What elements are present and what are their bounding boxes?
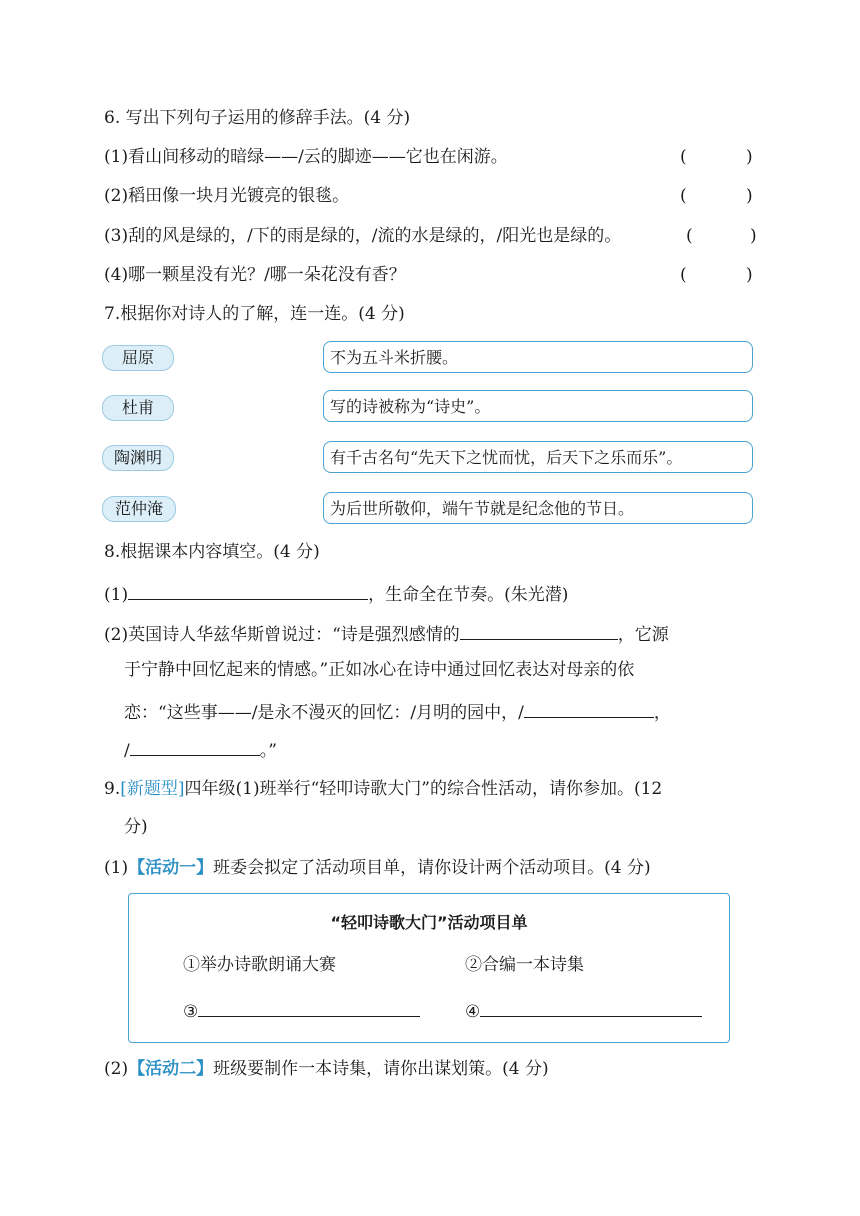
q6-paren-open-1: ( — [680, 147, 687, 167]
q8-item-2-line-4-prefix: / — [124, 741, 130, 761]
q8-blank-1[interactable] — [128, 581, 368, 600]
new-question-type-tag: [新题型] — [120, 779, 185, 799]
q8-blank-4[interactable] — [130, 737, 260, 756]
poet-du-fu[interactable]: 杜甫 — [102, 395, 174, 421]
panel-item-2: ②合编一本诗集 — [465, 955, 584, 975]
panel-item-4 — [465, 998, 702, 1023]
q6-title: 6. 写出下列句子运用的修辞手法。(4 分) — [104, 108, 411, 128]
poet-description-4[interactable]: 为后世所敬仰，端午节就是纪念他的节日。 — [323, 492, 753, 524]
q8-item-2-line-3-text: 恋：“这些事——/是永不漫灭的回忆：/月明的园中，/ — [124, 703, 524, 723]
poet-tao-yuanming[interactable]: 陶渊明 — [102, 445, 174, 471]
panel-item-3-label: ③ — [183, 1002, 199, 1022]
poet-description-2[interactable]: 写的诗被称为“诗史”。 — [323, 390, 753, 422]
q7-title: 7.根据你对诗人的了解，连一连。(4 分) — [104, 304, 405, 324]
q6-paren-open-4: ( — [680, 265, 687, 285]
q9-activity-1-text: 班委会拟定了活动项目单，请你设计两个活动项目。(4 分) — [213, 858, 651, 878]
panel-title: “轻叩诗歌大门”活动项目单 — [330, 913, 528, 932]
q6-paren-close-3: ) — [750, 226, 757, 246]
q8-item-2-line-2: 于宁静中回忆起来的情感。”正如冰心在诗中通过回忆表达对母亲的依 — [124, 660, 635, 680]
q9-activity-1-prefix: (1) — [104, 858, 129, 878]
q9-line-2: 分) — [124, 817, 148, 837]
panel-item-3 — [183, 998, 420, 1023]
q9-activity-2-prefix: (2) — [104, 1059, 129, 1079]
panel-blank-3[interactable] — [198, 998, 420, 1017]
activity-2-tag: 【活动二】 — [128, 1059, 214, 1079]
q8-item-1-suffix: ，生命全在节奏。(朱光潜) — [368, 585, 569, 605]
q8-item-2-line-4 — [124, 737, 277, 762]
q8-item-1-prefix: (1) — [104, 585, 129, 605]
poet-qu-yuan[interactable]: 屈原 — [102, 345, 174, 371]
q9-text: 四年级(1)班举行“轻叩诗歌大门”的综合性活动，请你参加。(12 — [184, 779, 663, 799]
q8-item-2-line-4-suffix: 。” — [259, 741, 277, 761]
q9-number: 9. — [104, 779, 121, 799]
panel-item-1: ①举办诗歌朗诵大赛 — [183, 955, 336, 975]
poet-fan-zhongyan[interactable]: 范仲淹 — [102, 496, 176, 522]
q8-blank-3[interactable] — [524, 699, 654, 718]
q6-paren-close-2: ) — [746, 186, 753, 206]
q6-item-4: (4)哪一颗星没有光？/哪一朵花没有香？ — [104, 265, 406, 285]
q6-paren-close-1: ) — [746, 147, 753, 167]
q6-item-1: (1)看山间移动的暗绿——/云的脚迹——它也在闲游。 — [104, 147, 508, 167]
q6-item-3: (3)刮的风是绿的，/下的雨是绿的，/流的水是绿的，/阳光也是绿的。 — [104, 226, 622, 246]
poet-description-3[interactable]: 有千古名句“先天下之忧而忧，后天下之乐而乐”。 — [323, 441, 753, 473]
q9-activity-2 — [104, 1058, 549, 1080]
activity-project-list-panel — [128, 893, 730, 1043]
q8-title: 8.根据课本内容填空。(4 分) — [104, 542, 320, 562]
poet-description-1[interactable]: 不为五斗米折腰。 — [323, 341, 753, 373]
q6-paren-open-2: ( — [680, 186, 687, 206]
q8-item-2-line-3 — [104, 699, 671, 724]
q8-item-1 — [104, 581, 568, 606]
q6-paren-close-4: ) — [746, 265, 753, 285]
q6-paren-open-3: ( — [686, 226, 693, 246]
q8-item-2-prefix: (2)英国诗人华兹华斯曾说过：“诗是强烈感情的 — [104, 625, 460, 645]
q9-activity-2-text: 班级要制作一本诗集，请你出谋划策。(4 分) — [213, 1059, 549, 1079]
panel-blank-4[interactable] — [480, 998, 702, 1017]
q6-item-2: (2)稻田像一块月光镀亮的银毯。 — [104, 186, 350, 206]
q8-item-2-suffix: ，它源 — [617, 625, 669, 645]
q8-blank-2[interactable] — [460, 621, 618, 640]
panel-item-4-label: ④ — [465, 1002, 481, 1022]
q8-item-2-line-3-suffix: ， — [653, 703, 671, 723]
q8-item-2-line-1 — [104, 621, 669, 646]
activity-1-tag: 【活动一】 — [128, 858, 214, 878]
q9-activity-1 — [104, 857, 651, 879]
q9-line-1 — [104, 778, 662, 800]
